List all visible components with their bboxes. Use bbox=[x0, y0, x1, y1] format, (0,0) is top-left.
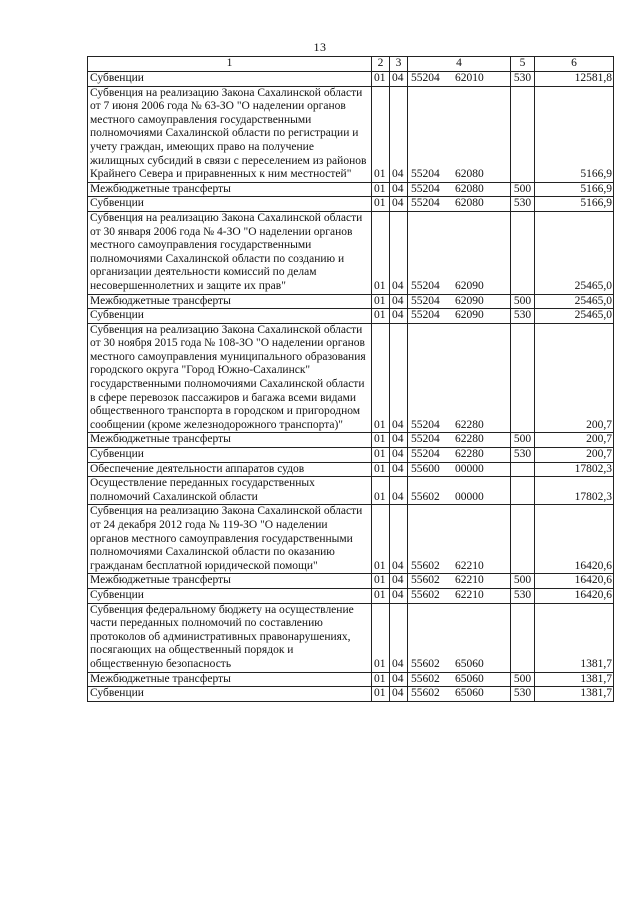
target-article-part-1: 55204 bbox=[411, 294, 440, 307]
amount-cell: 200,7 bbox=[535, 448, 614, 463]
target-article-cell bbox=[408, 448, 511, 463]
expense-type-cell bbox=[511, 211, 535, 294]
amount-cell: 1381,7 bbox=[535, 603, 614, 672]
subsection-code-cell: 04 bbox=[390, 672, 408, 687]
expense-type-cell bbox=[511, 86, 535, 182]
subsection-code-cell: 04 bbox=[390, 86, 408, 182]
name-cell: Субвенция на реализацию Закона Сахалинской области от 7 июня 2006 года № 63-ЗО "О наделении органов местного самоуправления государственными полномочиями Сахалинской области по регистрации и учету граждан, имеющих право на получение жилищных субсидий в связи с переселением из районов Крайнего Севера и приравненных к ним местностей" bbox=[88, 86, 372, 182]
subsection-code-cell: 04 bbox=[390, 603, 408, 672]
amount-cell: 200,7 bbox=[535, 323, 614, 433]
amount-cell: 17802,3 bbox=[535, 477, 614, 505]
target-article-cell bbox=[408, 477, 511, 505]
target-article-cell bbox=[408, 86, 511, 182]
table-row bbox=[88, 309, 614, 324]
target-article-part-1: 55602 bbox=[411, 490, 440, 503]
target-article-cell bbox=[408, 462, 511, 477]
subsection-code-cell: 04 bbox=[390, 72, 408, 87]
target-article-part-2: 62210 bbox=[455, 559, 484, 572]
name-cell: Межбюджетные трансферты bbox=[88, 433, 372, 448]
target-article-cell bbox=[408, 433, 511, 448]
target-article-part-1: 55602 bbox=[411, 672, 440, 685]
target-article-part-2: 62080 bbox=[455, 182, 484, 195]
target-article-part-2: 62090 bbox=[455, 294, 484, 307]
table-row bbox=[88, 448, 614, 463]
target-article-part-2: 62090 bbox=[455, 279, 484, 292]
budget-table-container bbox=[87, 56, 614, 702]
expense-type-cell: 530 bbox=[511, 687, 535, 702]
section-code-cell: 01 bbox=[372, 588, 390, 603]
section-code-cell: 01 bbox=[372, 323, 390, 433]
name-cell: Субвенция на реализацию Закона Сахалинской области от 30 января 2006 года № 4-ЗО "О наделении органов местного самоуправления государственными полномочиями Сахалинской области по созданию и организации деятельности комиссий по делам несовершеннолетних и защите их прав" bbox=[88, 211, 372, 294]
target-article-part-1: 55204 bbox=[411, 182, 440, 195]
subsection-code-cell: 04 bbox=[390, 182, 408, 197]
section-code-cell: 01 bbox=[372, 672, 390, 687]
name-cell: Субвенции bbox=[88, 687, 372, 702]
target-article-part-1: 55204 bbox=[411, 197, 440, 210]
col-header-1: 1 bbox=[88, 57, 372, 72]
amount-cell: 25465,0 bbox=[535, 309, 614, 324]
target-article-part-2: 00000 bbox=[455, 462, 484, 475]
target-article-cell bbox=[408, 323, 511, 433]
target-article-cell bbox=[408, 197, 511, 212]
section-code-cell: 01 bbox=[372, 603, 390, 672]
expense-type-cell bbox=[511, 477, 535, 505]
target-article-part-2: 62210 bbox=[455, 574, 484, 587]
target-article-part-1: 55204 bbox=[411, 433, 440, 446]
section-code-cell: 01 bbox=[372, 462, 390, 477]
target-article-part-1: 55600 bbox=[411, 462, 440, 475]
name-cell: Субвенции bbox=[88, 72, 372, 87]
section-code-cell: 01 bbox=[372, 448, 390, 463]
subsection-code-cell: 04 bbox=[390, 294, 408, 309]
amount-cell: 200,7 bbox=[535, 433, 614, 448]
target-article-part-2: 62090 bbox=[455, 309, 484, 322]
target-article-part-1: 55602 bbox=[411, 559, 440, 572]
col-header-2: 2 bbox=[372, 57, 390, 72]
amount-cell: 16420,6 bbox=[535, 574, 614, 589]
budget-table bbox=[87, 56, 614, 702]
expense-type-cell: 530 bbox=[511, 309, 535, 324]
expense-type-cell: 530 bbox=[511, 448, 535, 463]
table-row bbox=[88, 603, 614, 672]
expense-type-cell bbox=[511, 505, 535, 574]
table-row bbox=[88, 462, 614, 477]
subsection-code-cell: 04 bbox=[390, 462, 408, 477]
target-article-part-2: 62280 bbox=[455, 433, 484, 446]
expense-type-cell: 500 bbox=[511, 433, 535, 448]
expense-type-cell: 530 bbox=[511, 72, 535, 87]
name-cell: Субвенции bbox=[88, 197, 372, 212]
name-cell: Субвенция федеральному бюджету на осуществление части переданных полномочий по составлению протоколов об административных правонарушениях, посягающих на общественный порядок и общественную безопасность bbox=[88, 603, 372, 672]
target-article-part-1: 55602 bbox=[411, 657, 440, 670]
target-article-part-1: 55602 bbox=[411, 687, 440, 700]
col-header-3: 3 bbox=[390, 57, 408, 72]
name-cell: Межбюджетные трансферты bbox=[88, 294, 372, 309]
expense-type-cell: 530 bbox=[511, 588, 535, 603]
section-code-cell: 01 bbox=[372, 211, 390, 294]
table-row bbox=[88, 86, 614, 182]
target-article-part-1: 55204 bbox=[411, 448, 440, 461]
subsection-code-cell: 04 bbox=[390, 323, 408, 433]
expense-type-cell: 500 bbox=[511, 574, 535, 589]
table-row bbox=[88, 574, 614, 589]
target-article-cell bbox=[408, 72, 511, 87]
table-row bbox=[88, 72, 614, 87]
subsection-code-cell: 04 bbox=[390, 687, 408, 702]
table-row bbox=[88, 197, 614, 212]
expense-type-cell: 500 bbox=[511, 294, 535, 309]
col-header-5: 5 bbox=[511, 57, 535, 72]
col-header-6: 6 bbox=[535, 57, 614, 72]
section-code-cell: 01 bbox=[372, 294, 390, 309]
target-article-cell bbox=[408, 603, 511, 672]
name-cell: Обеспечение деятельности аппаратов судов bbox=[88, 462, 372, 477]
amount-cell: 16420,6 bbox=[535, 588, 614, 603]
target-article-part-2: 65060 bbox=[455, 687, 484, 700]
name-cell: Субвенция на реализацию Закона Сахалинской области от 30 ноября 2015 года № 108-ЗО "О наделении органов местного самоуправления муниципального образования городского округа "Город Южно-Сахалинск" государственными полномочиями Сахалинской области в сфере перевозок пассажиров и багажа всеми видами общественного транспорта в городском и пригородном сообщении (кроме железнодорожного транспорта)" bbox=[88, 323, 372, 433]
expense-type-cell bbox=[511, 462, 535, 477]
name-cell: Субвенции bbox=[88, 309, 372, 324]
name-cell: Субвенция на реализацию Закона Сахалинской области от 24 декабря 2012 года № 119-ЗО "О наделении органов местного самоуправления государственными полномочиями Сахалинской области по оказанию гражданам бесплатной юридической помощи" bbox=[88, 505, 372, 574]
expense-type-cell bbox=[511, 603, 535, 672]
section-code-cell: 01 bbox=[372, 182, 390, 197]
target-article-cell bbox=[408, 588, 511, 603]
table-row bbox=[88, 433, 614, 448]
target-article-part-1: 55204 bbox=[411, 279, 440, 292]
amount-cell: 12581,8 bbox=[535, 72, 614, 87]
table-row bbox=[88, 687, 614, 702]
section-code-cell: 01 bbox=[372, 72, 390, 87]
amount-cell: 25465,0 bbox=[535, 211, 614, 294]
table-row bbox=[88, 294, 614, 309]
table-row bbox=[88, 588, 614, 603]
section-code-cell: 01 bbox=[372, 86, 390, 182]
target-article-cell bbox=[408, 182, 511, 197]
target-article-part-2: 62010 bbox=[455, 72, 484, 84]
target-article-part-2: 65060 bbox=[455, 672, 484, 685]
target-article-cell bbox=[408, 309, 511, 324]
column-number-row bbox=[88, 57, 614, 72]
amount-cell: 5166,9 bbox=[535, 197, 614, 212]
name-cell: Осуществление переданных государственных полномочий Сахалинской области bbox=[88, 477, 372, 505]
section-code-cell: 01 bbox=[372, 505, 390, 574]
target-article-part-2: 62280 bbox=[455, 418, 484, 431]
section-code-cell: 01 bbox=[372, 197, 390, 212]
name-cell: Межбюджетные трансферты bbox=[88, 672, 372, 687]
table-row bbox=[88, 182, 614, 197]
table-row bbox=[88, 323, 614, 433]
table-row bbox=[88, 672, 614, 687]
subsection-code-cell: 04 bbox=[390, 309, 408, 324]
table-row bbox=[88, 477, 614, 505]
subsection-code-cell: 04 bbox=[390, 477, 408, 505]
amount-cell: 5166,9 bbox=[535, 86, 614, 182]
target-article-part-1: 55204 bbox=[411, 418, 440, 431]
table-row bbox=[88, 211, 614, 294]
name-cell: Межбюджетные трансферты bbox=[88, 574, 372, 589]
expense-type-cell: 500 bbox=[511, 182, 535, 197]
target-article-cell bbox=[408, 574, 511, 589]
subsection-code-cell: 04 bbox=[390, 448, 408, 463]
subsection-code-cell: 04 bbox=[390, 211, 408, 294]
target-article-part-2: 00000 bbox=[455, 490, 484, 503]
target-article-part-2: 62080 bbox=[455, 197, 484, 210]
expense-type-cell: 500 bbox=[511, 672, 535, 687]
target-article-part-1: 55602 bbox=[411, 588, 440, 601]
target-article-part-1: 55204 bbox=[411, 72, 440, 84]
amount-cell: 1381,7 bbox=[535, 672, 614, 687]
name-cell: Субвенции bbox=[88, 588, 372, 603]
target-article-cell bbox=[408, 672, 511, 687]
amount-cell: 16420,6 bbox=[535, 505, 614, 574]
expense-type-cell bbox=[511, 323, 535, 433]
table-body bbox=[88, 72, 614, 702]
target-article-part-1: 55602 bbox=[411, 574, 440, 587]
target-article-part-1: 55204 bbox=[411, 309, 440, 322]
page-number: 13 bbox=[313, 40, 327, 54]
target-article-cell bbox=[408, 294, 511, 309]
table-row bbox=[88, 505, 614, 574]
amount-cell: 1381,7 bbox=[535, 687, 614, 702]
subsection-code-cell: 04 bbox=[390, 197, 408, 212]
amount-cell: 17802,3 bbox=[535, 462, 614, 477]
section-code-cell: 01 bbox=[372, 574, 390, 589]
name-cell: Межбюджетные трансферты bbox=[88, 182, 372, 197]
subsection-code-cell: 04 bbox=[390, 574, 408, 589]
amount-cell: 25465,0 bbox=[535, 294, 614, 309]
section-code-cell: 01 bbox=[372, 433, 390, 448]
target-article-part-2: 65060 bbox=[455, 657, 484, 670]
target-article-cell bbox=[408, 505, 511, 574]
col-header-4: 4 bbox=[408, 57, 511, 72]
amount-cell: 5166,9 bbox=[535, 182, 614, 197]
target-article-cell bbox=[408, 687, 511, 702]
target-article-part-1: 55204 bbox=[411, 168, 440, 181]
subsection-code-cell: 04 bbox=[390, 588, 408, 603]
target-article-part-2: 62210 bbox=[455, 588, 484, 601]
target-article-cell bbox=[408, 211, 511, 294]
target-article-part-2: 62080 bbox=[455, 168, 484, 181]
target-article-part-2: 62280 bbox=[455, 448, 484, 461]
subsection-code-cell: 04 bbox=[390, 505, 408, 574]
section-code-cell: 01 bbox=[372, 477, 390, 505]
section-code-cell: 01 bbox=[372, 687, 390, 702]
name-cell: Субвенции bbox=[88, 448, 372, 463]
subsection-code-cell: 04 bbox=[390, 433, 408, 448]
section-code-cell: 01 bbox=[372, 309, 390, 324]
expense-type-cell: 530 bbox=[511, 197, 535, 212]
